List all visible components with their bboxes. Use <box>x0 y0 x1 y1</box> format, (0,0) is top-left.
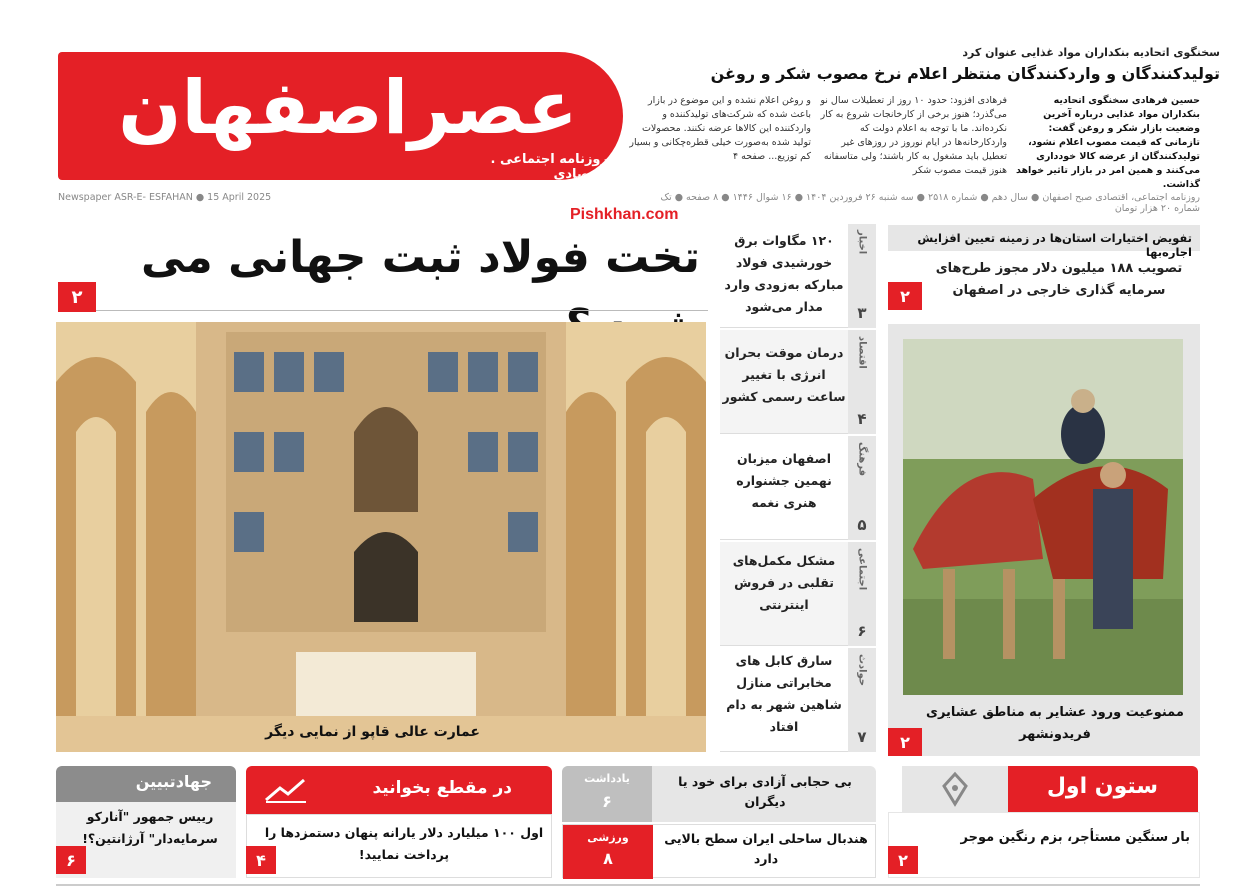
section-tab <box>848 224 876 328</box>
jahad-label: جهادتبیین <box>135 772 212 791</box>
sport-label: ورزشی <box>587 831 629 844</box>
dateline-persian: روزنامه اجتماعی، اقتصادی صبح اصفهان ● سال دهم ● شماره ۲۵۱۸ ● سه شنبه ۲۶ فروردین ۱۴۰۴ ● ۱۶ شوال ۱۴۴۶ ● ۸ صفحه ● تک شماره ۲۰ هزار تومان <box>660 192 1200 214</box>
sport-page: ۸ <box>603 849 613 868</box>
sotoun-aval-page: ۲ <box>888 846 918 874</box>
newspaper-logo: عصراصفهان <box>118 65 578 151</box>
dateline <box>58 192 1200 214</box>
header-kicker: سخنگوی اتحادیه بنکداران مواد غذایی عنوان کرد <box>962 46 1220 59</box>
pen-nib-icon-box <box>902 766 1008 812</box>
header-column-1: حسین فرهادی سخنگوی اتحادیه بنکداران مواد غذایی درباره آخرین وضعیت بازار شکر و روغن گفت: تازمانی که قیمت مصوب اعلام نشود، تولیدکنندگان از عرضه کالا خودداری می‌کنند و همین امر در بازار تاثیر خواهد گذاشت. <box>1015 95 1200 190</box>
sotoun-aval-text[interactable]: بار سنگین مستأجر، بزم رنگین موجر <box>960 830 1190 845</box>
middle-story-4[interactable] <box>720 542 876 646</box>
right-photo[interactable] <box>903 339 1183 695</box>
main-photo-caption: عمارت عالی قاپو از نمایی دیگر <box>265 724 480 740</box>
middle-story-1[interactable] <box>720 224 876 328</box>
middle-story-text: ۱۲۰ مگاوات برق خورشیدی فولاد مبارکه به‌زودی وارد مدار می‌شود <box>724 233 844 314</box>
maqta-text[interactable]: اول ۱۰۰ میلیارد دلار یارانه پنهان دستمزدها را پرداخت نمایید! <box>264 825 544 862</box>
right-story[interactable]: تصویب ۱۸۸ میلیون دلار مجوز طرح‌های سرمایه گذاری خارجی در اصفهان <box>935 261 1183 298</box>
maqta-label: در مقطع بخوانید <box>372 778 512 798</box>
pen-nib-icon <box>902 766 1008 812</box>
watermark: Pishkhan.com <box>570 206 679 223</box>
right-caption-page: ۲ <box>888 728 922 756</box>
header-headline[interactable]: تولیدکنندگان و واردکنندگان منتظر اعلام نرخ مصوب شکر و روغن <box>710 64 1220 83</box>
section-page: ۵ <box>857 516 867 534</box>
note-page: ۶ <box>602 792 612 811</box>
middle-story-5[interactable] <box>720 648 876 752</box>
divider <box>96 310 708 311</box>
section-tab <box>848 436 876 540</box>
maqta-page: ۴ <box>246 846 276 874</box>
section-tab <box>848 330 876 434</box>
main-photo[interactable] <box>56 322 706 716</box>
middle-story-text: اصفهان میزبان نهمین جشنواره هنری نغمه <box>736 451 832 510</box>
middle-story-text: درمان موقت بحران انرژی با تغییر ساعت رسمی کشور <box>722 345 846 404</box>
jahad-header <box>56 766 236 802</box>
note-label: یادداشت <box>584 772 630 785</box>
middle-story-text: مشکل مکمل‌های تقلبی در فروش اینترنتی <box>732 553 836 612</box>
sotoun-aval-label: ستون اول <box>1046 774 1158 799</box>
arcade-illustration <box>56 322 706 716</box>
right-story-page: ۲ <box>888 282 922 310</box>
maqta-header <box>246 766 552 814</box>
sport-label-box <box>563 825 653 879</box>
middle-story-text: سارق کابل های مخابراتی منازل شاهین شهر به دام افتاد <box>726 653 842 734</box>
newspaper-tagline: روزنامه اجتماعی . اقتصادی <box>490 152 608 180</box>
sotoun-aval-header <box>902 766 1198 812</box>
sport-box[interactable] <box>562 824 876 878</box>
header-column-2: فرهادی افزود: حدود ۱۰ روز از تعطیلات سال نو می‌گذرد؛ هنوز برخی از کارخانجات شروع به کار نکرده‌اند. ما با توجه به اعلام دولت که واردکارخانه‌ها در ایام نوروز در روزهای غیر تعطیل باید مشغول به کار باشند؛ ولی متاسفانه هنوز قیمت مصوب شکر <box>820 95 1007 176</box>
section-page: ۶ <box>857 622 867 640</box>
section-tab <box>848 542 876 646</box>
main-page-number: ۲ <box>58 282 96 312</box>
jahad-page: ۶ <box>56 846 86 874</box>
note-box[interactable] <box>562 766 876 822</box>
section-label: فرهنگ <box>856 442 868 477</box>
sotoun-aval-body <box>888 812 1200 878</box>
note-text: بی حجابی آزادی برای خود یا دیگران <box>678 774 852 809</box>
middle-story-2[interactable] <box>720 330 876 434</box>
section-page: ۷ <box>857 728 867 746</box>
middle-story-3[interactable] <box>720 436 876 540</box>
jahad-text[interactable]: رییس جمهور "آنارکو سرمایه‌دار" آرژانتین؟! <box>82 809 218 846</box>
section-tab <box>848 648 876 752</box>
right-photo-caption[interactable]: ممنوعیت ورود عشایر به مناطق عشایری فریدونشهر <box>926 705 1184 742</box>
right-header-story[interactable]: تفویض اختیارات استان‌ها در زمینه تعیین افزایش اجاره‌بها <box>888 225 1200 251</box>
dateline-english: Newspaper ASR-E- ESFAHAN ● 15 April 2025 <box>58 192 272 203</box>
bottom-divider <box>56 884 1200 886</box>
sport-text: هندبال ساحلی ایران سطح بالایی دارد <box>664 831 868 866</box>
section-label: اقتصاد <box>856 336 868 369</box>
section-page: ۴ <box>857 410 867 428</box>
section-label: اجتماعی <box>856 548 868 591</box>
masthead <box>58 52 623 180</box>
main-headline[interactable]: تخت فولاد ثبت جهانی می <box>141 232 700 283</box>
section-page: ۳ <box>857 304 867 322</box>
section-label: حوادث <box>856 654 868 687</box>
nomads-illustration <box>903 339 1183 695</box>
section-label: اخبار <box>856 230 868 255</box>
header-column-3: و روغن اعلام نشده و این موضوع در بازار باعث شده که شرکت‌های تولیدکننده و واردکننده این کالاها عرضه نکنند. محصولات تولید شده به‌صورت خیلی قطره‌چکانی و بسیار کم توزیع... صفحه ۴ <box>629 95 811 162</box>
trend-chart-icon <box>264 776 308 804</box>
note-label-box <box>562 766 652 822</box>
